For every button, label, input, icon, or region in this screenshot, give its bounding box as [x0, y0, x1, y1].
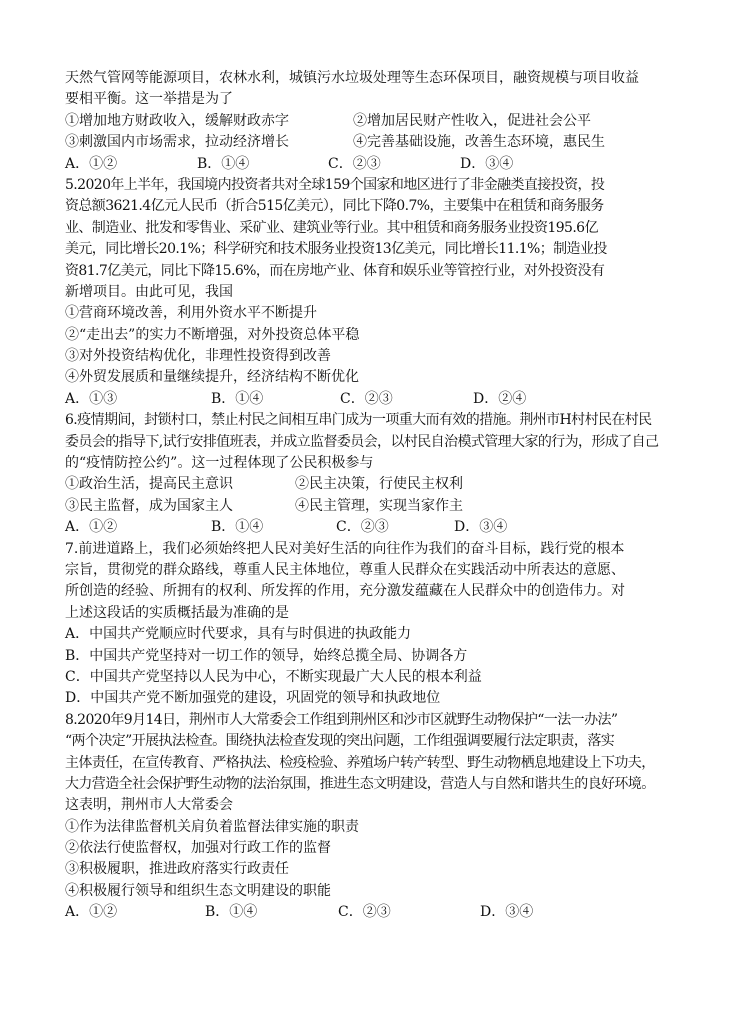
choice-a: A．①②	[65, 155, 118, 172]
question-4-options-row-2	[65, 132, 685, 153]
question-5-stem-line-1: 5.2020年上半年，我国境内投资者共对全球159个国家和地区进行了非金融类直接投资，投	[65, 176, 605, 193]
question-4-stem-line-1: 天然气管网等能源项目，农林水利，城镇污水垃圾处理等生态环保项目，融资规模与项目收益	[65, 70, 639, 86]
question-7	[65, 539, 685, 710]
question-8-option-3: ③积极履职，推进政府落实行政责任	[65, 861, 289, 878]
question-5-stem-line-5: 资81.7亿美元，同比下降15.6%，而在房地产业、体育和娱乐业等管控行业，对外投资没有	[65, 262, 605, 279]
question-6-choices	[65, 517, 685, 538]
question-8-option-4: ④积极履行领导和组织生态文明建设的职能	[65, 882, 331, 899]
question-7-stem-line-4: 上述这段话的实质概括最为准确的是	[65, 604, 289, 621]
question-4-choices	[65, 154, 685, 175]
question-5	[65, 175, 685, 410]
question-4-options-row-1	[65, 111, 685, 132]
choice-c: C．②③	[328, 155, 381, 172]
question-8-option-1: ①作为法律监督机关肩负着监督法律实施的职责	[65, 818, 359, 835]
question-8-stem-line-2: “两个决定”开展执法检查。围绕执法检查发现的突出问题，工作组强调要履行法定职责，落实	[65, 733, 615, 750]
question-5-stem-line-2: 资总额3621.4亿元人民币（折合515亿美元），同比下降0.7%，主要集中在租赁和商务服务	[65, 198, 604, 215]
question-6-options-row-1	[65, 474, 685, 495]
choice-b: B．①④	[205, 904, 258, 921]
choice-d: D．③④	[460, 155, 514, 172]
question-4-option-1: ①增加地方财政收入，缓解财政赤字	[65, 112, 289, 129]
question-5-option-2: ②“走出去”的实力不断增强，对外投资总体平稳	[65, 326, 360, 343]
question-7-stem-line-1: 7.前进道路上，我们必须始终把人民对美好生活的向往作为我们的奋斗目标，践行党的根本	[65, 540, 625, 557]
question-7-stem-line-3: 所创造的经验、所拥有的权利、所发挥的作用，充分激发蕴藏在人民群众中的创造伟力。对	[65, 583, 625, 600]
question-4-option-2: ②增加居民财产性收入，促进社会公平	[353, 112, 591, 129]
choice-d: D．②④	[473, 390, 527, 407]
question-5-option-4: ④外贸发展质和量继续提升，经济结构不断优化	[65, 369, 359, 386]
question-6-stem-line-3: 的“疫情防控公约”。这一过程体现了公民积极参与	[65, 455, 374, 472]
question-5-option-3: ③对外投资结构优化，非理性投资得到改善	[65, 348, 331, 365]
question-7-choice-b: B．中国共产党坚持对一切工作的领导，始终总揽全局、协调各方	[65, 647, 468, 664]
choice-d: D．③④	[480, 904, 534, 921]
question-5-stem-line-3: 业、制造业、批发和零售业、采矿业、建筑业等行业。其中租赁和商务服务业投资195.6亿	[65, 219, 598, 236]
question-6-stem-line-1: 6.疫情期间，封锁村口，禁止村民之间相互串门成为一项重大而有效的措施。荆州市H村村民在村民	[65, 412, 652, 429]
question-5-stem-line-4: 美元，同比增长20.1%；科学研究和技术服务业投资13亿美元，同比增长11.1%；制造业投	[65, 241, 607, 258]
question-7-choice-d: D．中国共产党不断加强党的建设，巩固党的领导和执政地位	[65, 690, 441, 707]
question-4-option-4: ④完善基础设施，改善生态环境，惠民生	[353, 134, 605, 151]
question-4-option-3: ③刺激国内市场需求，拉动经济增长	[65, 134, 289, 151]
question-7-choice-a: A．中国共产党顺应时代要求，具有与时俱进的执政能力	[65, 626, 412, 643]
question-4	[65, 68, 685, 175]
question-6-option-3: ③民主监督，成为国家主人	[65, 497, 233, 514]
question-8-stem-line-1: 8.2020年9月14日，荆州市人大常委会工作组到荆州区和沙市区就野生动物保护“一法一办法”	[65, 711, 618, 728]
question-4-stem-line-2: 要相平衡。这一举措是为了	[65, 91, 233, 108]
choice-c: C．②③	[340, 390, 393, 407]
question-8-stem-line-5: 这表明，荆州市人大常委会	[65, 797, 233, 814]
choice-a: A．①②	[65, 904, 118, 921]
choice-b: B．①④	[197, 155, 250, 172]
question-6-option-1: ①政治生活，提高民主意识	[65, 476, 233, 493]
question-8-choices	[65, 902, 685, 923]
question-5-option-1: ①营商环境改善，利用外资水平不断提升	[65, 305, 317, 322]
question-6-options-row-2	[65, 496, 685, 517]
question-6-option-4: ④民主管理，实现当家作主	[295, 497, 463, 514]
choice-b: B．①④	[211, 390, 264, 407]
choice-b: B．①④	[211, 519, 264, 536]
question-6-stem-line-2: 委员会的指导下,试行安排值班表，并成立监督委员会，以村民自治模式管理大家的行为，形成了自己	[65, 433, 659, 450]
question-7-stem-line-2: 宗旨，贯彻党的群众路线，尊重人民主体地位，尊重人民群众在实践活动中所表达的意愿、	[65, 561, 625, 578]
question-8-option-2: ②依法行使监督权，加强对行政工作的监督	[65, 840, 331, 857]
question-6	[65, 410, 685, 538]
exam-page	[65, 68, 685, 924]
question-6-option-2: ②民主决策，行使民主权利	[295, 476, 463, 493]
question-8	[65, 710, 685, 924]
choice-c: C．②③	[338, 904, 391, 921]
choice-a: A．①③	[65, 390, 118, 407]
question-5-choices	[65, 389, 685, 410]
question-7-choice-c: C．中国共产党坚持以人民为中心，不断实现最广大人民的根本利益	[65, 668, 482, 685]
question-8-stem-line-4: 大力营造全社会保护野生动物的法治氛围，推进生态文明建设，营造人与自然和谐共生的良好环境。	[65, 775, 655, 792]
question-8-stem-line-3: 主体责任，在宣传教育、严格执法、检疫检验、养殖场户转产转型、野生动物栖息地建设上下功夫，	[65, 754, 655, 771]
question-5-stem-line-6: 新增项目。由此可见，我国	[65, 283, 233, 300]
choice-a: A．①②	[65, 519, 118, 536]
choice-c: C．②③	[336, 519, 389, 536]
choice-d: D．③④	[454, 519, 508, 536]
